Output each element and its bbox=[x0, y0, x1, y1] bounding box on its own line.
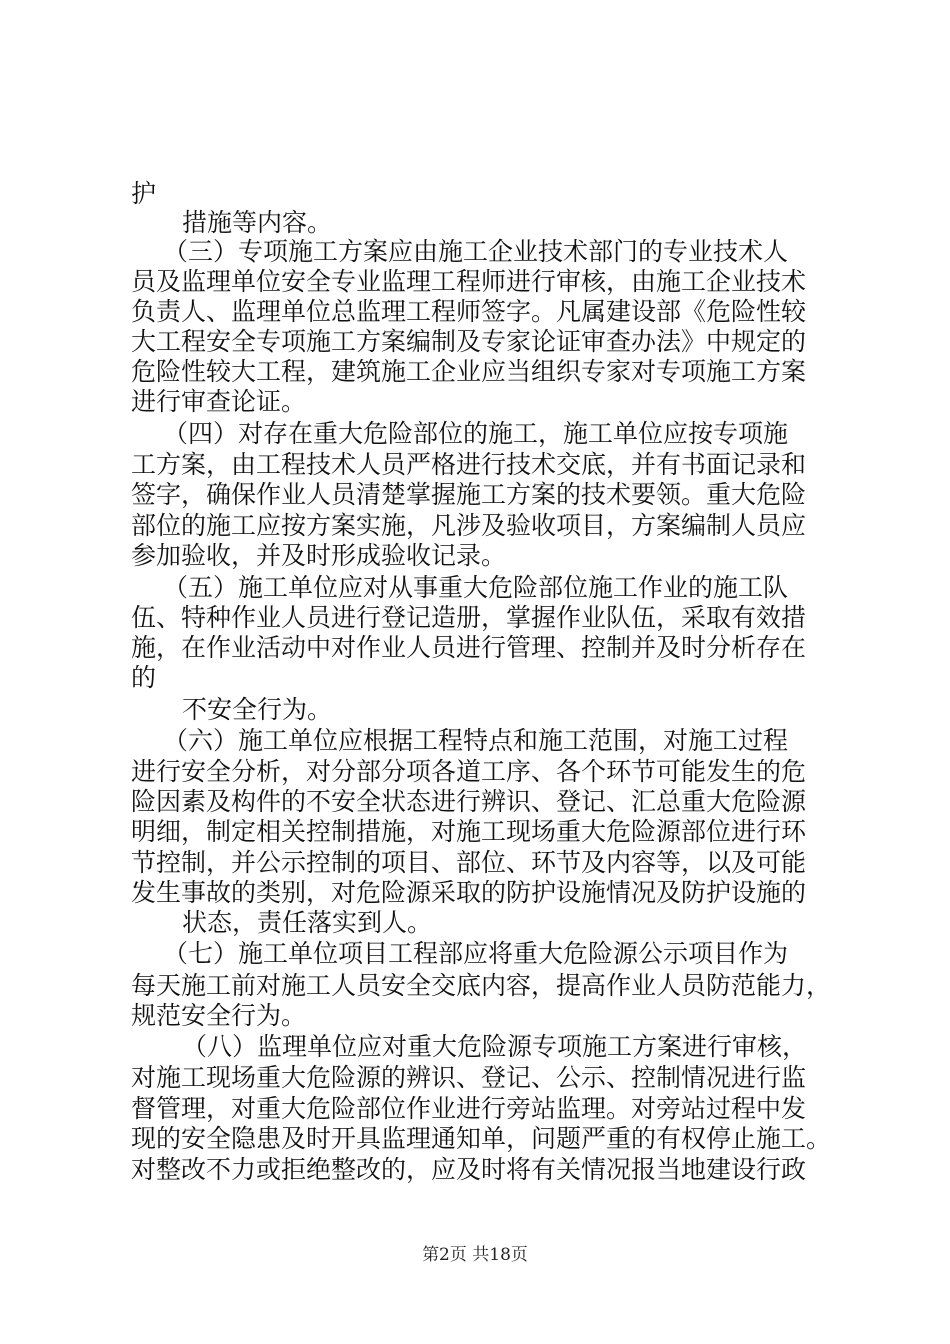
text-line-25: 状态，责任落实到人。 bbox=[182, 908, 433, 937]
text-line-31: 督管理，对重大危险部位作业进行旁站监理。对旁站过程中发 bbox=[131, 1094, 807, 1123]
text-line-22: 明细，制定相关控制措施，对施工现场重大危险源部位进行环 bbox=[131, 817, 807, 846]
text-line-12: 部位的施工应按方案实施，凡涉及验收项目，方案编制人员应 bbox=[131, 511, 807, 540]
text-line-23: 节控制，并公示控制的项目、部位、环节及内容等，以及可能 bbox=[131, 848, 807, 877]
text-line-30: 对施工现场重大危险源的辨识、登记、公示、控制情况进行监 bbox=[131, 1063, 807, 1092]
text-line-6: 大工程安全专项施工方案编制及专家论证审查办法》中规定的 bbox=[131, 327, 807, 356]
text-line-5: 负责人、监理单位总监理工程师签字。凡属建设部《危险性较 bbox=[131, 297, 807, 326]
text-line-11: 签字，确保作业人员清楚掌握施工方案的技术要领。重大危险 bbox=[131, 480, 807, 509]
text-line-20: 进行安全分析，对分部分项各道工序、各个环节可能发生的危 bbox=[131, 757, 807, 786]
text-line-13: 参加验收，并及时形成验收记录。 bbox=[131, 541, 507, 570]
text-line-2: 措施等内容。 bbox=[182, 208, 333, 237]
page-number-footer: 第2页 共18页 bbox=[422, 1245, 528, 1265]
text-line-1: 护 bbox=[131, 179, 157, 208]
text-line-24: 发生事故的类别，对危险源采取的防护设施情况及防护设施的 bbox=[131, 878, 807, 907]
text-line-19: （六）施工单位应根据工程特点和施工范围，对施工过程 bbox=[163, 726, 789, 755]
text-line-17: 的 bbox=[131, 663, 157, 692]
text-line-18: 不安全行为。 bbox=[182, 695, 333, 724]
text-line-3: （三）专项施工方案应由施工企业技术部门的专业技术人 bbox=[163, 237, 789, 266]
text-line-29: （八）监理单位应对重大危险源专项施工方案进行审核， bbox=[182, 1032, 808, 1061]
text-line-27: 每天施工前对施工人员安全交底内容，提高作业人员防范能力， bbox=[131, 971, 832, 1000]
text-line-7: 危险性较大工程，建筑施工企业应当组织专家对专项施工方案 bbox=[131, 357, 807, 386]
text-line-10: 工方案，由工程技术人员严格进行技术交底，并有书面记录和 bbox=[131, 450, 807, 479]
text-line-21: 险因素及构件的不安全状态进行辨识、登记、汇总重大危险源 bbox=[131, 787, 807, 816]
text-line-14: （五）施工单位应对从事重大危险部位施工作业的施工队 bbox=[163, 573, 789, 602]
text-line-32: 现的安全隐患及时开具监理通知单，问题严重的有权停止施工。 bbox=[131, 1124, 832, 1153]
text-line-8: 进行审查论证。 bbox=[131, 387, 307, 416]
text-line-15: 伍、特种作业人员进行登记造册，掌握作业队伍，采取有效措 bbox=[131, 603, 807, 632]
text-line-33: 对整改不力或拒绝整改的，应及时将有关情况报当地建设行政 bbox=[131, 1155, 807, 1184]
text-line-28: 规范安全行为。 bbox=[131, 1001, 307, 1030]
text-line-4: 员及监理单位安全专业监理工程师进行审核，由施工企业技术 bbox=[131, 267, 807, 296]
text-line-16: 施，在作业活动中对作业人员进行管理、控制并及时分析存在 bbox=[131, 633, 807, 662]
text-line-9: （四）对存在重大危险部位的施工，施工单位应按专项施 bbox=[163, 419, 789, 448]
text-line-26: （七）施工单位项目工程部应将重大危险源公示项目作为 bbox=[163, 939, 789, 968]
